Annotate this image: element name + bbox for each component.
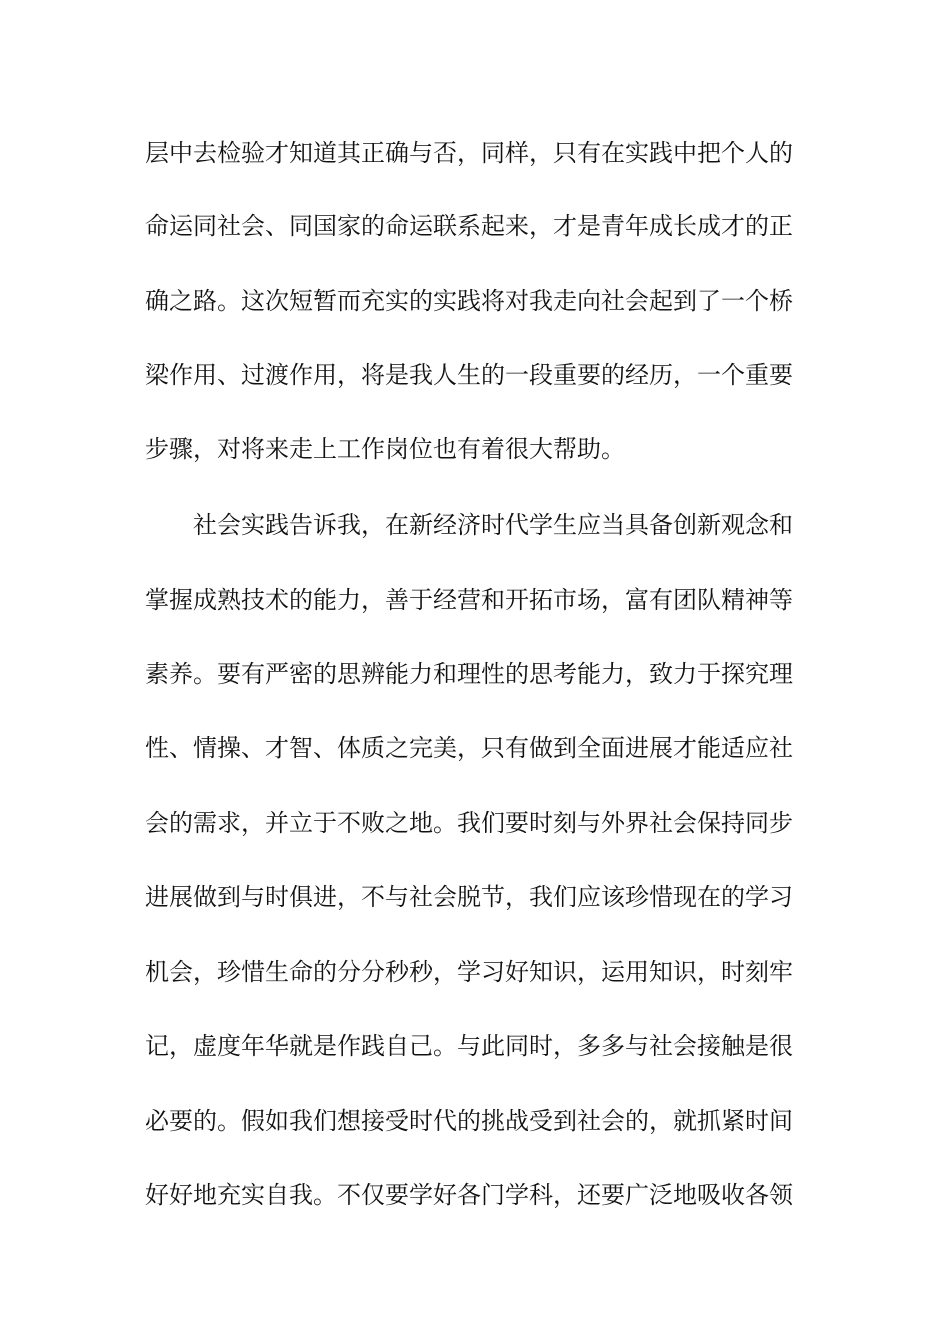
text-line: 好好地充实自我。不仅要学好各门学科，还要广泛地吸收各领 — [145, 1181, 793, 1209]
text-line: 掌握成熟技术的能力，善于经营和开拓市场，富有团队精神等 — [145, 586, 793, 614]
text-line: 素养。要有严密的思辨能力和理性的思考能力，致力于探究理 — [145, 660, 793, 688]
text-line: 确之路。这次短暂而充实的实践将对我走向社会起到了一个桥 — [145, 287, 793, 315]
text-line: 梁作用、过渡作用，将是我人生的一段重要的经历，一个重要 — [145, 361, 793, 389]
text-line: 层中去检验才知道其正确与否，同样，只有在实践中把个人的 — [145, 139, 793, 167]
text-line: 命运同社会、同国家的命运联系起来，才是青年成长成才的正 — [145, 212, 793, 240]
text-line: 记，虚度年华就是作践自己。与此同时，多多与社会接触是很 — [145, 1032, 793, 1060]
text-line: 会的需求，并立于不败之地。我们要时刻与外界社会保持同步 — [145, 809, 793, 837]
text-line: 机会，珍惜生命的分分秒秒，学习好知识，运用知识，时刻牢 — [145, 958, 793, 986]
paragraph-first-line: 社会实践告诉我，在新经济时代学生应当具备创新观念和 — [193, 511, 793, 539]
text-line: 必要的。假如我们想接受时代的挑战受到社会的，就抓紧时间 — [145, 1107, 793, 1135]
text-line: 性、情操、才智、体质之完美，只有做到全面进展才能适应社 — [145, 734, 793, 762]
text-line: 进展做到与时俱进，不与社会脱节，我们应该珍惜现在的学习 — [145, 883, 793, 911]
text-line: 步骤，对将来走上工作岗位也有着很大帮助。 — [145, 435, 625, 463]
